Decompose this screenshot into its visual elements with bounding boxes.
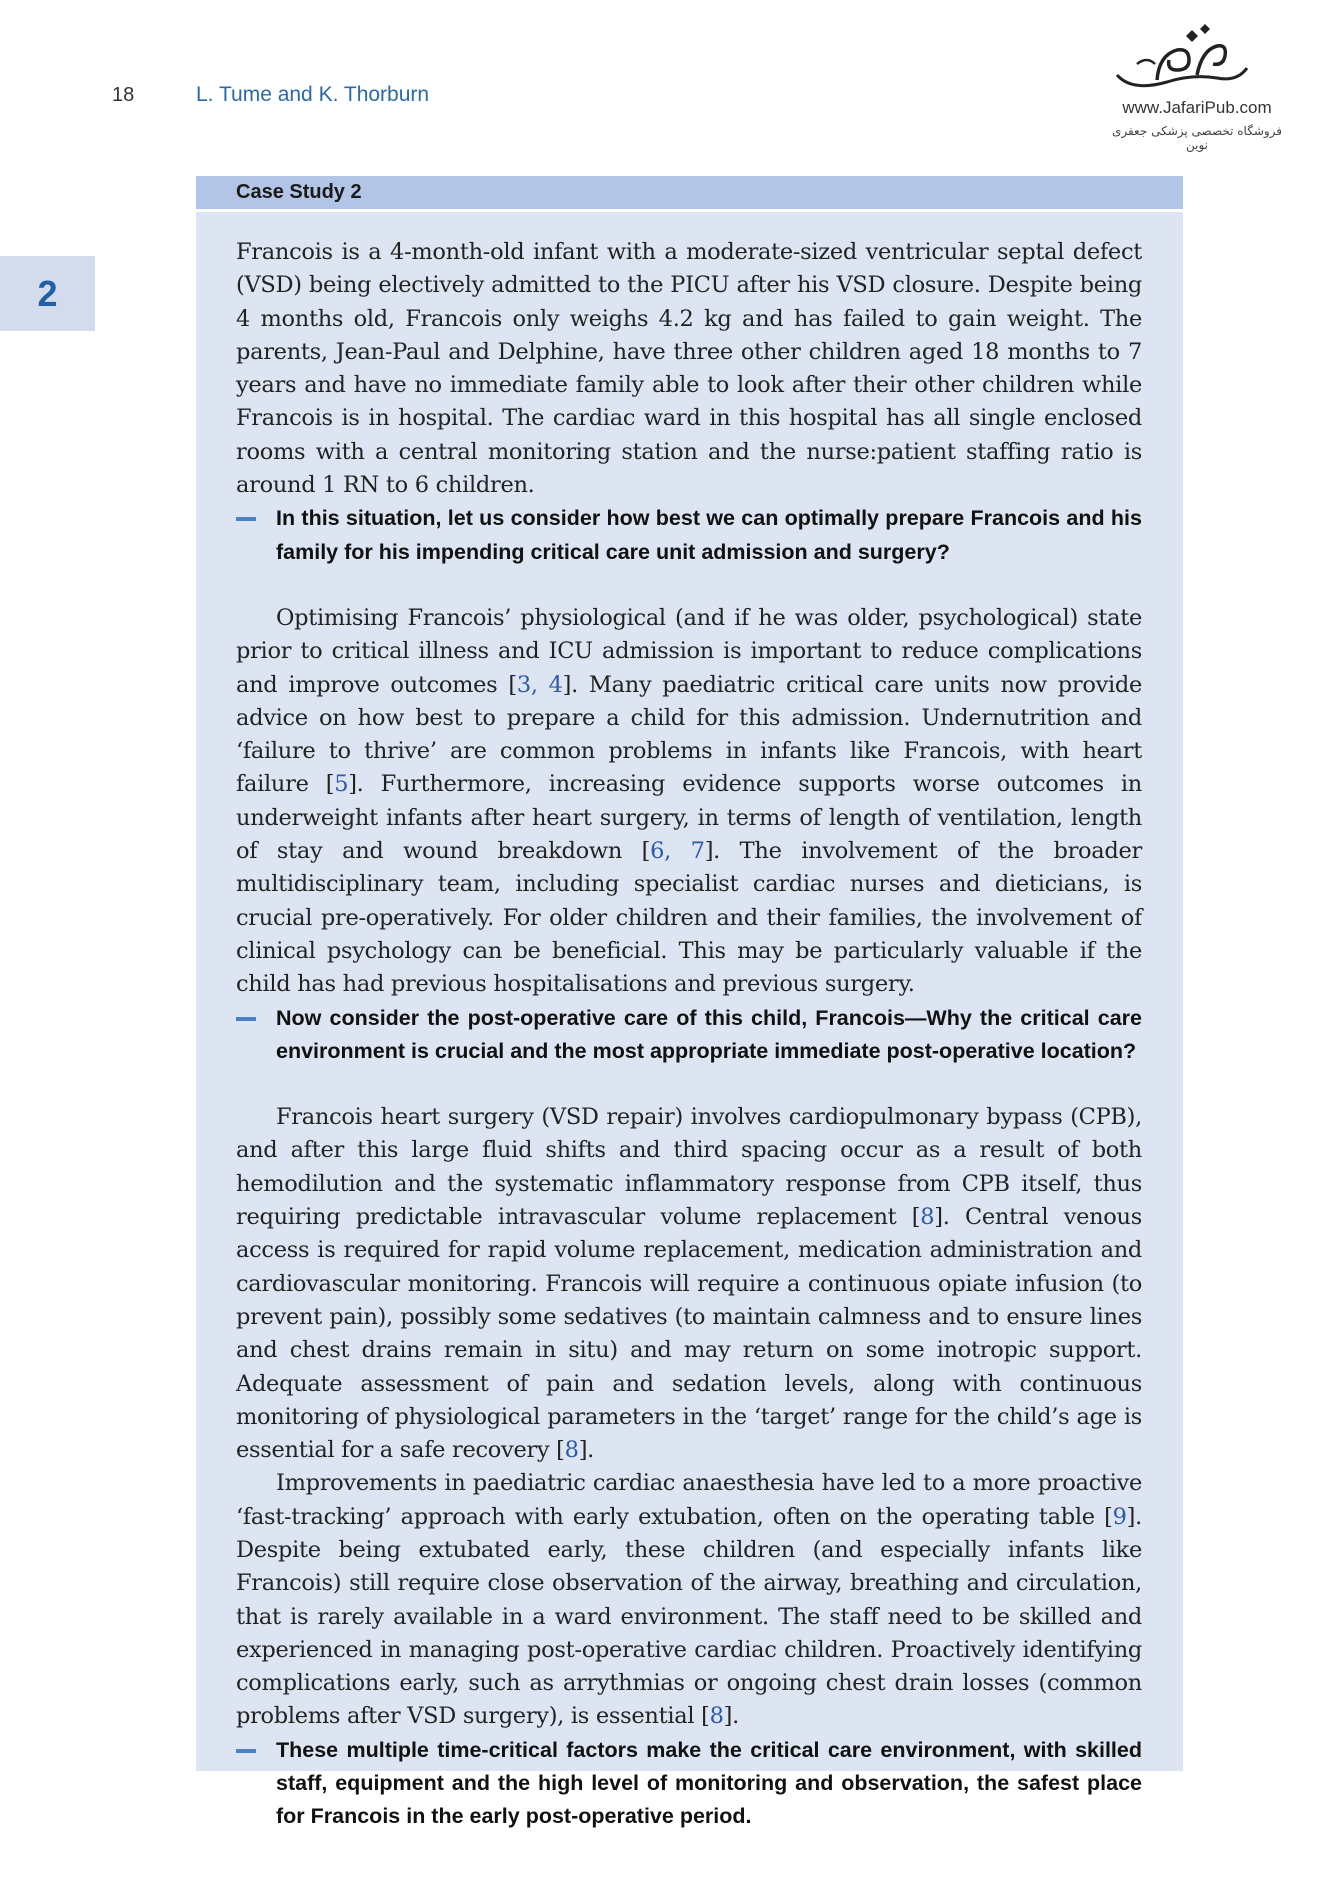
question-1 xyxy=(236,502,1142,569)
citation[interactable]: 5 xyxy=(334,771,349,798)
paragraph-fast-tracking: Improvements in paediatric cardiac anaesthesia have led to a more proactive ‘fast-tracking’ approach with early extubation, often on the operating table [9]. Despite being extubated early, these children (and especially infants like Francois) still require close observation of the airway, breathing and circulation, that is rarely available in a ward environment. The staff need to be skilled and experienced in managing post-operative cardiac children. Proactively identifying complications early, such as arrythmias or ongoing chest drain losses (common problems after VSD surgery), is essential [8]. xyxy=(236,1470,1142,1730)
case-study-body xyxy=(196,212,1183,1834)
citation[interactable]: 8 xyxy=(709,1703,724,1730)
paragraph-preparation: Optimising Francois’ physiological (and if he was older, psychological) state prior to critical illness and ICU admission is important to reduce complications and improve outcomes [3, 4]. Many paediatric critical care units now provide advice on how best to prepare a child for this admission. Undernutrition and ‘failure to thrive’ are common problems in infants like Francois, with heart failure [5]. Furthermore, increasing evidence supports worse outcomes in underweight infants after heart surgery, in terms of length of ventilation, length of stay and wound breakdown [6, 7]. The involvement of the broader multidisciplinary team, including specialist cardiac nurses and dieticians, is crucial pre-operatively. For older children and their families, the involvement of clinical psychology can be beneficial. This may be particularly valuable if the child has had previous hospitalisations and previous surgery. xyxy=(236,604,1142,998)
question-2 xyxy=(236,1002,1142,1069)
citation[interactable]: 9 xyxy=(1112,1503,1127,1530)
logo-url: www.JafariPub.com xyxy=(1122,98,1272,117)
citation[interactable]: 8 xyxy=(564,1437,579,1464)
citation[interactable]: 8 xyxy=(920,1204,935,1231)
dash-bullet-icon xyxy=(236,1017,256,1021)
dash-bullet-icon xyxy=(236,1749,256,1753)
page-number: 18 xyxy=(112,84,135,106)
case-study-header xyxy=(196,176,1183,212)
logo-tagline: فروشگاه تخصصی پزشکی جعفری نوین xyxy=(1111,124,1283,152)
case-study-title: Case Study 2 xyxy=(236,181,362,203)
chapter-tab xyxy=(0,256,95,331)
citation[interactable]: 6, 7 xyxy=(650,838,705,865)
case-study-box xyxy=(196,176,1183,1829)
calligraphy-logo-icon xyxy=(1097,20,1267,100)
paragraph-post-operative: Francois heart surgery (VSD repair) involves cardiopulmonary bypass (CPB), and after this large fluid shifts and third spacing occur as a result of both hemodilution and the systematic inflammatory response from CPB itself, thus requiring predictable intravascular volume replacement [8]. Central venous access is required for rapid volume replacement, medication administration and cardiovascular monitoring. Francois will require a continuous opiate infusion (to prevent pain), possibly some sedatives (to maintain calmness and to ensure lines and chest drains remain in situ) and may return on some inotropic support. Adequate assessment of pain and sedation levels, along with continuous monitoring of physiological parameters in the ‘target’ range for the child’s age is essential for a safe recovery [8]. xyxy=(236,1104,1142,1464)
running-head: L. Tume and K. Thorburn xyxy=(196,83,430,106)
question-text: These multiple time-critical factors make the critical care environment, with skilled staff, equipment and the high level of monitoring and observation, the safest place for Francois in the early post-operative period. xyxy=(276,1737,1142,1829)
question-text: In this situation, let us consider how best we can optimally prepare Francois and his family for his impending critical care unit admission and surgery? xyxy=(276,506,1142,564)
question-text: Now consider the post-operative care of this child, Francois—Why the critical care environment is crucial and the most appropriate immediate post-operative location? xyxy=(276,1005,1142,1063)
dash-bullet-icon xyxy=(236,517,256,521)
paragraph-intro: Francois is a 4-month-old infant with a moderate-sized ventricular septal defect (VSD) being electively admitted to the PICU after his VSD closure. Despite being 4 months old, Francois only weighs 4.2 kg and has failed to gain weight. The parents, Jean-Paul and Delphine, have three other children aged 18 months to 7 years and have no immediate family able to look after their other children while Francois is in hospital. The cardiac ward in this hospital has all single enclosed rooms with a central monitoring station and the nurse:patient staffing ratio is around 1 RN to 6 children. xyxy=(236,239,1142,499)
publisher-logo xyxy=(1072,20,1292,150)
citation[interactable]: 3, 4 xyxy=(516,671,563,698)
question-3 xyxy=(236,1734,1142,1834)
chapter-number: 2 xyxy=(37,272,58,314)
